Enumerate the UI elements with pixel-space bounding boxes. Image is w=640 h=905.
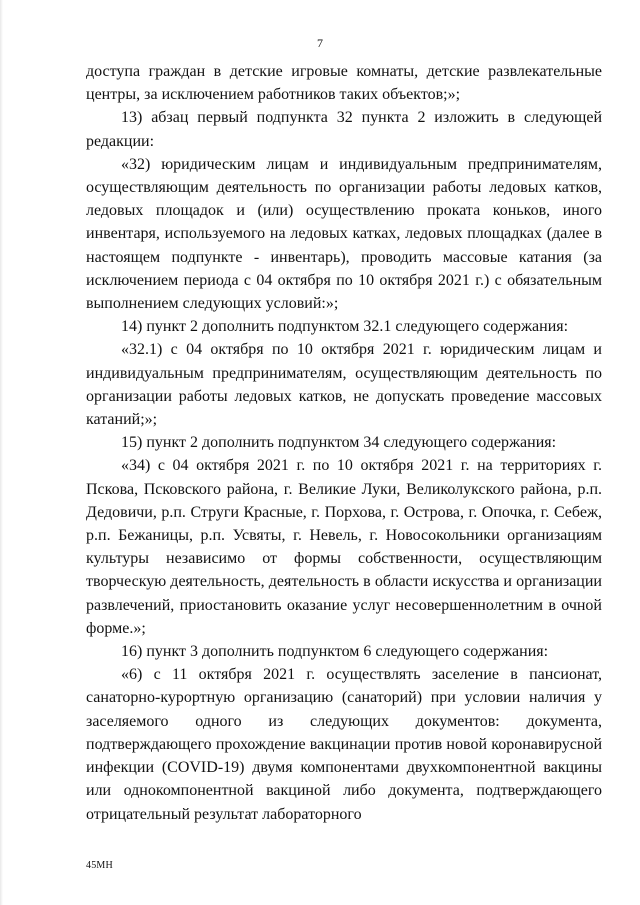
paragraph-6: 15) пункт 2 дополнить подпунктом 34 следующего содержания: xyxy=(121,434,557,452)
document-code: 45МН xyxy=(86,860,113,871)
paragraph-7: «34) с 04 октября 2021 г. по 10 октября 2021 г. на территориях г. Пскова, Псковского района, г. Великие Луки, Великолукского района, р.п. Дедовичи, р.п. Струги Красные, г. Порхова, г. Острова, г. Опочка, г. Себеж, р.п. Бежаницы, р.п. Усвяты, г. Невель, г. Новосокольники организациям культуры независимо от формы собственности, осуществляющим творческую деятельность, деятельность в области искусства и организации развлечений, приостановить оказание услуг несовершеннолетним в очной форме.»; xyxy=(86,457,602,637)
paragraph-3: «32) юридическим лицам и индивидуальным предпринимателям, осуществляющим деятельность по организации работы ледовых катков, ледовых площадок и (или) осуществлению проката коньков, иного инвентаря, используемого на ледовых катках, ледовых площадках (далее в настоящем подпункте - инвентарь), проводить массовые катания (за исключением периода с 04 октября по 10 октября 2021 г.) с обязательным выполнением следующих условий:»; xyxy=(86,155,602,313)
paragraph-5: «32.1) с 04 октября по 10 октября 2021 г. юридическим лицам и индивидуальным предпринимателям, осуществляющим деятельность по организации работы ледовых катков, не допускать проведение массовых катаний;»; xyxy=(86,341,602,429)
paragraph-9: «6) с 11 октября 2021 г. осуществлять заселение в пансионат, санаторно-курортную организацию (санаторий) при условии наличия у заселяемого одного из следующих документов: документа, подтверждающего прохождение вакцинации против новой коронавирусной инфекции (COVID-19) двумя компонентами двухкомпонентной вакцины или однокомпонентной вакциной либо документа, подтверждающего отрицательный результат лабораторного xyxy=(86,666,602,823)
paragraph-8: 16) пункт 3 дополнить подпунктом 6 следующего содержания: xyxy=(121,643,549,661)
page-number: 7 xyxy=(317,36,323,50)
paragraph-2: 13) абзац первый подпункта 32 пункта 2 изложить в следующей редакции: xyxy=(86,109,602,150)
scan-edge xyxy=(0,0,3,905)
document-body xyxy=(86,60,602,826)
paragraph-4: 14) пункт 2 дополнить подпунктом 32.1 следующего содержания: xyxy=(121,318,569,336)
paragraph-1: доступа граждан в детские игровые комнаты, детские развлекательные центры, за исключением работников таких объектов;»; xyxy=(86,63,602,104)
